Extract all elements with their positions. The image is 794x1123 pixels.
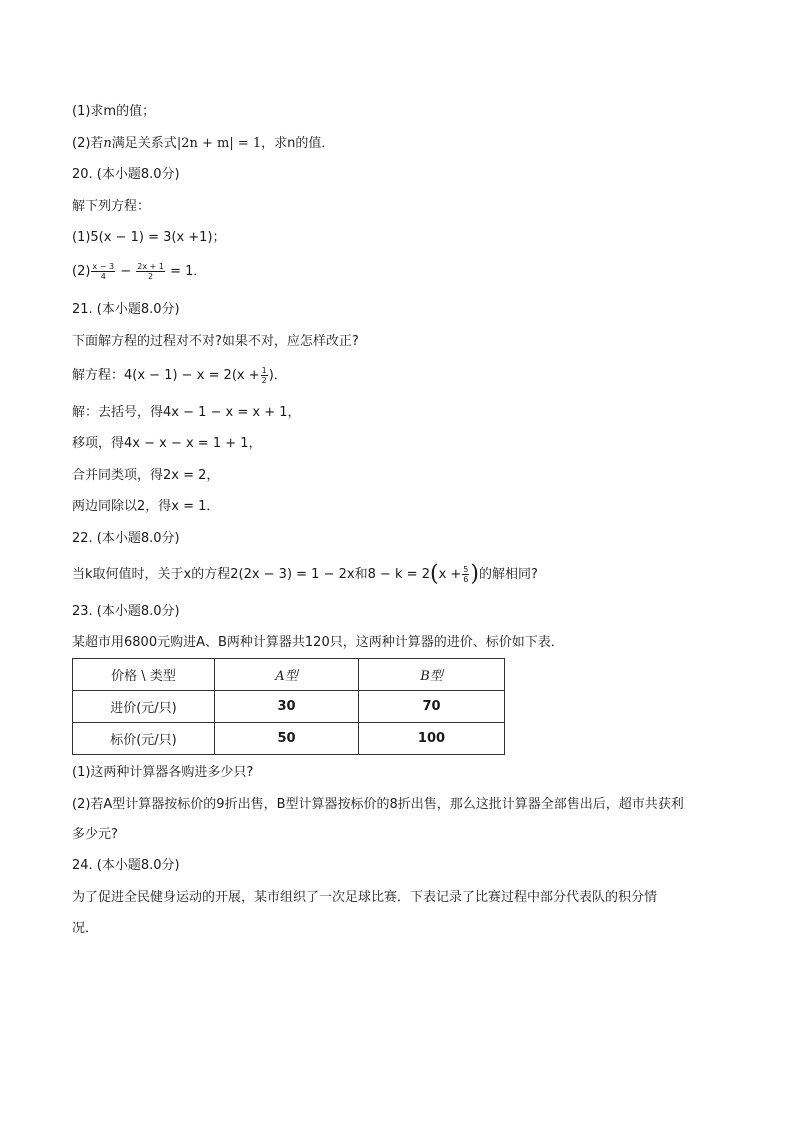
- q20-equation-1: (1)5(x − 1) = 3(x +1)；: [72, 230, 226, 245]
- price-table: [72, 658, 505, 755]
- q20-equation-2: [72, 262, 206, 281]
- table-header-cell: B型: [359, 659, 505, 691]
- table-cell: 50: [215, 723, 359, 755]
- q20-eq2-minus: −: [120, 264, 132, 279]
- q19-part2-mid: 满足关系式: [111, 136, 177, 151]
- q21-step-3: 合并同类项，得2x = 2，: [72, 468, 220, 483]
- q19-part2-end: ，求n的值．: [261, 136, 335, 151]
- q22-frac-numerator: 5: [463, 565, 469, 574]
- q19-part2-prefix: (2)若: [72, 136, 104, 151]
- table-row: [73, 723, 505, 755]
- q22-fraction: [462, 565, 469, 584]
- q22-frac-denominator: 6: [463, 575, 469, 584]
- table-cell: 70: [359, 691, 505, 723]
- table-header-cell: 价格 \ 类型: [73, 659, 215, 691]
- q21-header: 21. (本小题8.0分): [72, 302, 180, 317]
- q22-paren-close: ): [470, 561, 479, 587]
- q20-eq2-f2-numerator: 2x + 1: [137, 262, 164, 271]
- q21-eq-frac-denominator: 2: [261, 376, 267, 385]
- q20-intro: 解下列方程：: [72, 199, 151, 214]
- q22-inner: x +: [438, 567, 462, 582]
- q21-step-2: 移项，得4x − x − x = 1 + 1，: [72, 436, 262, 451]
- table-cell: 进价(元/只): [73, 691, 215, 723]
- q21-eq-fraction: [261, 366, 268, 385]
- table-cell: 100: [359, 723, 505, 755]
- q19-part2-equation: |2n + m| = 1: [176, 136, 262, 151]
- q23-part1: (1)这两种计算器各购进多少只?: [72, 765, 254, 780]
- q23-intro: 某超市用6800元购进A、B两种计算器共120只，这两种计算器的进价、标价如下表．: [72, 635, 564, 650]
- q21-eq-end: )．: [268, 368, 287, 383]
- q19-part2: [72, 135, 334, 153]
- q21-eq-prefix: 解方程：4(x − 1) − x = 2(x +: [72, 368, 260, 383]
- q23-part2-line1: (2)若A型计算器按标价的9折出售，B型计算器按标价的8折出售，那么这批计算器全部售出后，超市共获利: [72, 797, 684, 812]
- q22-paren-open: (: [429, 561, 439, 587]
- q20-eq2-f1-denominator: 4: [100, 272, 106, 281]
- q21-step-1: 解：去括号，得4x − 1 − x = x + 1，: [72, 405, 301, 420]
- table-header-cell: A型: [215, 659, 359, 691]
- q21-step-4: 两边同除以2，得x = 1．: [72, 499, 220, 514]
- q20-eq2-fraction-2: [136, 262, 165, 281]
- q22-text: 当k取何值时，关于x的方程2(2x − 3) = 1 − 2x和8 − k = 2: [72, 567, 430, 582]
- table-header-row: [73, 659, 505, 691]
- table-row: [73, 691, 505, 723]
- table-cell: 标价(元/只): [73, 723, 215, 755]
- q24-header: 24. (本小题8.0分): [72, 858, 180, 873]
- q20-eq2-prefix: (2): [72, 264, 91, 279]
- q20-eq2-f2-denominator: 2: [148, 272, 154, 281]
- q20-eq2-fraction-1: [91, 262, 115, 281]
- table-cell: 30: [215, 691, 359, 723]
- q22-question: [72, 561, 538, 587]
- q23-part2-line2: 多少元?: [72, 827, 118, 842]
- q22-text-end: 的解相同?: [478, 567, 538, 582]
- q20-eq2-f1-numerator: x − 3: [92, 262, 115, 271]
- q21-equation: [72, 366, 287, 385]
- q19-part2-var: n: [103, 136, 112, 151]
- q22-header: 22. (本小题8.0分): [72, 531, 180, 546]
- q21-question: 下面解方程的过程对不对?如果不对，应怎样改正?: [72, 334, 359, 349]
- q20-header: 20. (本小题8.0分): [72, 167, 180, 182]
- q20-eq2-end: = 1．: [170, 264, 207, 279]
- q23-header: 23. (本小题8.0分): [72, 604, 180, 619]
- q24-text-line1: 为了促进全民健身运动的开展，某市组织了一次足球比赛．下表记录了比赛过程中部分代表队的积分情: [72, 890, 658, 905]
- q21-eq-frac-numerator: 1: [261, 366, 267, 375]
- q24-text-line2: 况．: [72, 921, 99, 936]
- q19-part1: (1)求m的值；: [72, 104, 156, 119]
